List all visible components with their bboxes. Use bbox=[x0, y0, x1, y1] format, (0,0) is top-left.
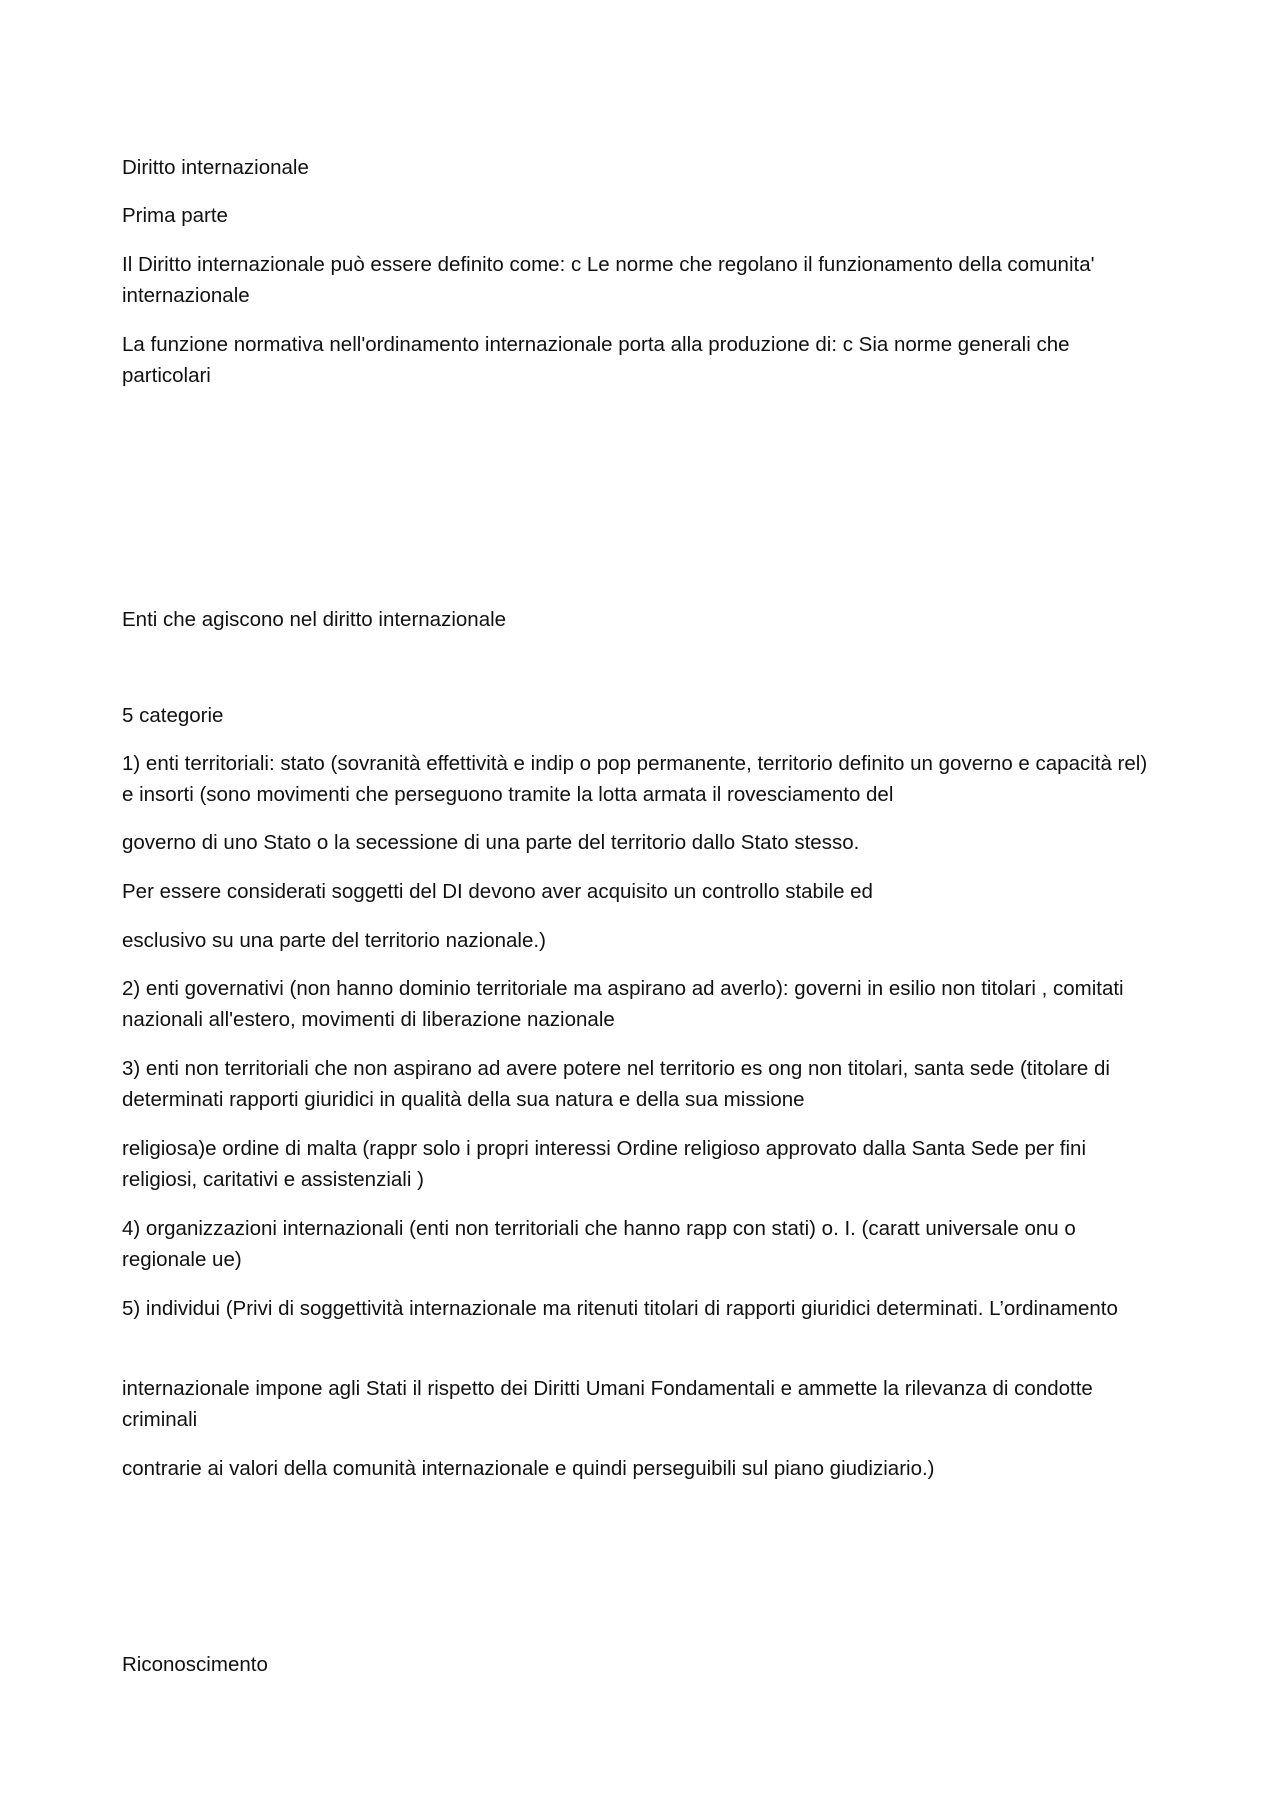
category-paragraph: contrarie ai valori della comunità internazionale e quindi perseguibili sul piano giudiziario.) bbox=[122, 1457, 935, 1480]
category-paragraph: 3) enti non territoriali che non aspirano ad avere potere nel territorio es ong non titolari, santa sede (titolare di determinati rapporti giuridici in qualità della sua natura e della sua missione bbox=[122, 1057, 1110, 1111]
category-paragraph: religiosa)e ordine di malta (rappr solo i propri interessi Ordine religioso approvato dalla Santa Sede per fini religiosi, caritativi e assistenziali ) bbox=[122, 1137, 1087, 1191]
categories-count: 5 categorie bbox=[122, 704, 224, 727]
category-paragraph: 2) enti governativi (non hanno dominio territoriale ma aspirano ad averlo): governi in esilio non titolari , comitati nazionali all'estero, movimenti di liberazione nazionale bbox=[122, 977, 1124, 1031]
intro-paragraph-2: La funzione normativa nell'ordinamento internazionale porta alla produzione di: c Sia norme generali che particolari bbox=[122, 333, 1070, 387]
section-heading-riconoscimento: Riconoscimento bbox=[122, 1653, 268, 1676]
category-paragraph: esclusivo su una parte del territorio nazionale.) bbox=[122, 929, 546, 952]
category-paragraph: 5) individui (Privi di soggettività internazionale ma ritenuti titolari di rapporti giuridici determinati. L’ordinamento bbox=[122, 1297, 1118, 1320]
section-heading-enti: Enti che agiscono nel diritto internazionale bbox=[122, 608, 507, 631]
category-paragraph: 1) enti territoriali: stato (sovranità effettività e indip o pop permanente, territorio definito un governo e capacità rel) e insorti (sono movimenti che perseguono tramite la lotta armata il rovesciamento del bbox=[122, 752, 1148, 806]
document-title: Diritto internazionale bbox=[122, 156, 309, 179]
intro-paragraph-1: Il Diritto internazionale può essere definito come: c Le norme che regolano il funzionamento della comunita' internazionale bbox=[122, 253, 1095, 307]
category-paragraph: internazionale impone agli Stati il rispetto dei Diritti Umani Fondamentali e ammette la rilevanza di condotte criminali bbox=[122, 1377, 1093, 1431]
category-paragraph: 4) organizzazioni internazionali (enti non territoriali che hanno rapp con stati) o. I. (caratt universale onu o regionale ue) bbox=[122, 1217, 1076, 1271]
document-subtitle: Prima parte bbox=[122, 204, 228, 227]
category-paragraph: governo di uno Stato o la secessione di una parte del territorio dallo Stato stesso. bbox=[122, 831, 860, 854]
category-paragraph: Per essere considerati soggetti del DI devono aver acquisito un controllo stabile ed bbox=[122, 880, 873, 903]
